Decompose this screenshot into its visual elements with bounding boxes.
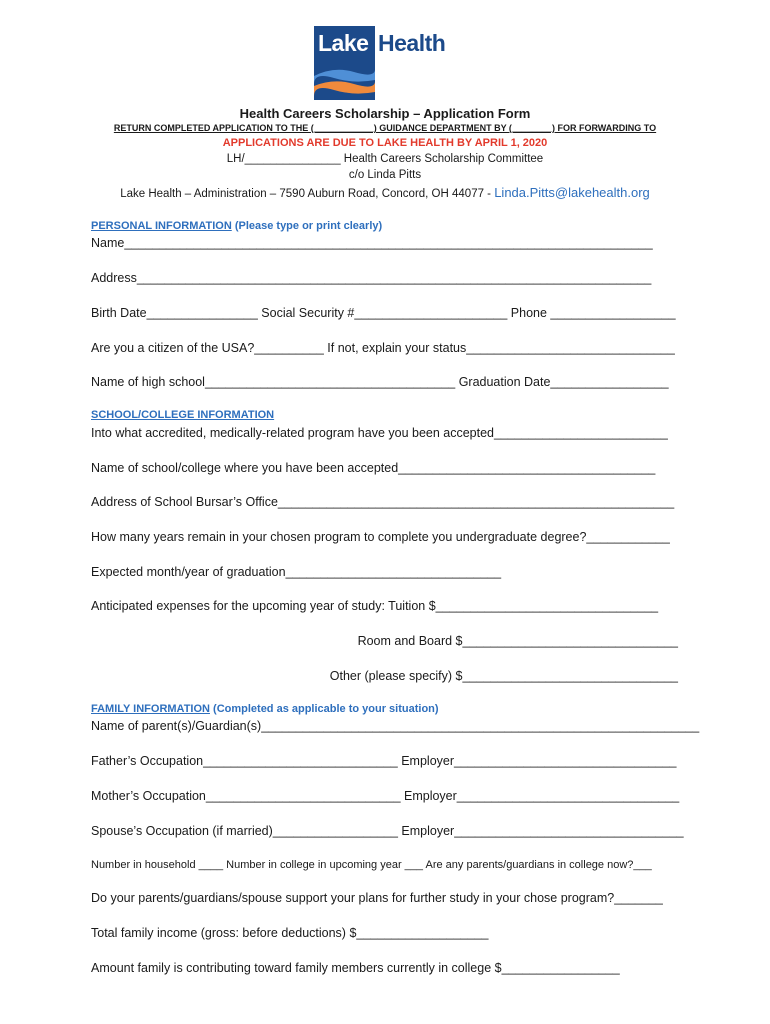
- graduation-date-field[interactable]: Expected month/year of graduation_______________________________: [91, 565, 502, 579]
- address-field[interactable]: Address__________________________________________________________________________: [91, 271, 652, 285]
- citizenship-field[interactable]: Are you a citizen of the USA?__________ If not, explain your status______________________________: [91, 341, 675, 355]
- tuition-field[interactable]: Anticipated expenses for the upcoming year of study: Tuition $________________________________: [91, 599, 659, 613]
- contact-email-link[interactable]: Linda.Pitts@lakehealth.org: [494, 185, 650, 200]
- room-board-field[interactable]: Room and Board $_______________________________: [357, 634, 678, 648]
- accepted-school-field[interactable]: Name of school/college where you have been accepted_____________________________________: [91, 461, 656, 475]
- family-income-field[interactable]: Total family income (gross: before deductions) $___________________: [91, 926, 489, 940]
- mother-occupation-field[interactable]: Mother’s Occupation____________________________ Employer________________________________: [91, 789, 680, 803]
- school-heading-label: SCHOOL/COLLEGE INFORMATION: [91, 409, 275, 421]
- household-numbers-field[interactable]: Number in household ____ Number in college in upcoming year ___ Are any parents/guardians in college now?___: [91, 859, 652, 871]
- years-remaining-field[interactable]: How many years remain in your chosen program to complete you undergraduate degree?____________: [91, 530, 670, 544]
- logo-word-lake: Lake: [318, 30, 369, 56]
- family-heading-label: FAMILY INFORMATION: [91, 703, 210, 715]
- form-title: Health Careers Scholarship – Application Form: [239, 106, 531, 121]
- family-heading-note: (Completed as applicable to your situation): [209, 703, 439, 715]
- other-expenses-field[interactable]: Other (please specify) $_______________________________: [329, 669, 678, 683]
- return-instructions: RETURN COMPLETED APPLICATION TO THE (____________) GUIDANCE DEPARTMENT BY (________) FOR FORWARDING TO: [113, 123, 657, 133]
- address-text: Lake Health – Administration – 7590 Auburn Road, Concord, OH 44077 -: [120, 188, 495, 200]
- personal-heading-label: PERSONAL INFORMATION: [91, 220, 232, 232]
- program-field[interactable]: Into what accredited, medically-related program have you been accepted_________________________: [91, 426, 668, 440]
- logo-waves-icon: [314, 62, 375, 102]
- personal-heading-note: (Please type or print clearly): [231, 220, 383, 232]
- high-school-field[interactable]: Name of high school____________________________________ Graduation Date_________________: [91, 375, 669, 389]
- section-school-heading: [91, 409, 274, 421]
- birth-ssn-phone-fields[interactable]: Birth Date________________ Social Security #______________________ Phone __________________: [91, 306, 676, 320]
- section-family-heading: [91, 703, 439, 715]
- bursar-address-field[interactable]: Address of School Bursar’s Office_________________________________________________________: [91, 495, 675, 509]
- section-personal-heading: [91, 220, 382, 232]
- parents-guardians-field[interactable]: Name of parent(s)/Guardian(s)_______________________________________________________________: [91, 719, 700, 733]
- name-field[interactable]: Name____________________________________________________________________________: [91, 236, 653, 250]
- logo-word-health: Health: [378, 30, 446, 56]
- committee-line: LH/_______________ Health Careers Scholarship Committee: [226, 153, 544, 165]
- lake-health-logo: [314, 22, 454, 100]
- care-of-line: c/o Linda Pitts: [348, 169, 422, 181]
- spouse-occupation-field[interactable]: Spouse’s Occupation (if married)__________________ Employer_________________________________: [91, 824, 684, 838]
- due-date-notice: APPLICATIONS ARE DUE TO LAKE HEALTH BY APRIL 1, 2020: [222, 137, 548, 149]
- father-occupation-field[interactable]: Father’s Occupation____________________________ Employer________________________________: [91, 754, 677, 768]
- mailing-address: [0, 185, 770, 200]
- family-contribution-field[interactable]: Amount family is contributing toward family members currently in college $_________________: [91, 961, 620, 975]
- family-support-field[interactable]: Do your parents/guardians/spouse support your plans for further study in your chose program?_______: [91, 891, 663, 905]
